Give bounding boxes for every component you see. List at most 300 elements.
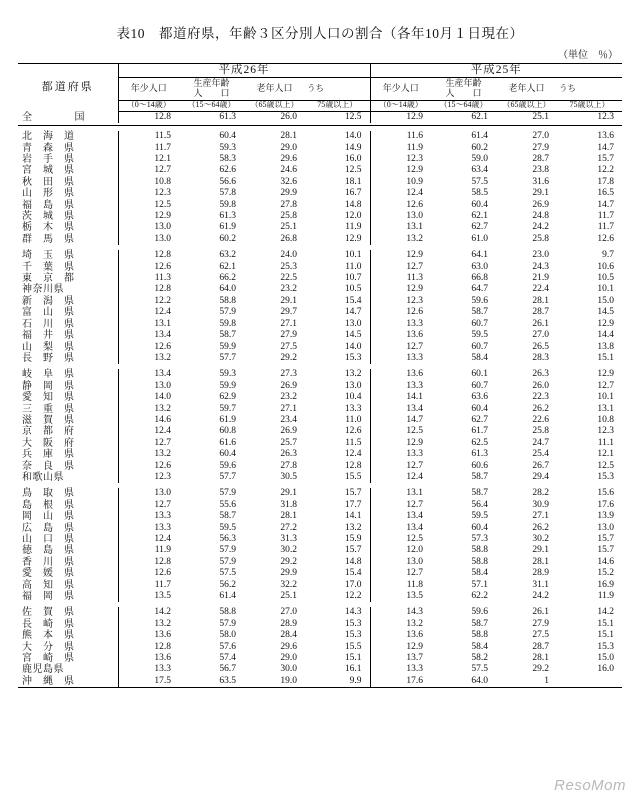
cell-h26-3: 14.8 — [305, 200, 370, 211]
cell-h25-1: 64.1 — [471, 250, 488, 261]
cell-h26-2: 24.6 — [280, 165, 297, 176]
cell-h25-0: 13.3 — [406, 664, 423, 675]
cell-h25-3: 15.0 — [597, 653, 614, 664]
row-prefecture-name: 愛 知 県 — [18, 392, 118, 403]
cell-h25-3: 14.7 — [597, 142, 614, 153]
cell-h25-2: 29.1 — [532, 188, 549, 199]
cell-h25-0: 13.4 — [406, 511, 423, 522]
table-row — [18, 619, 622, 630]
cell-h26-0: 11.9 — [154, 545, 171, 556]
cell-h26-3: 15.9 — [305, 534, 370, 545]
cell-h26-0: 12.3 — [154, 471, 171, 482]
cell-h25-2: 28.2 — [532, 488, 549, 499]
table-row — [18, 200, 622, 211]
cell-h26-2: 23.4 — [280, 414, 297, 425]
cell-h25-1: 60.7 — [471, 341, 488, 352]
cell-h25-1: 61.0 — [471, 233, 488, 244]
cell-h26-2: 25.3 — [280, 261, 297, 272]
cell-h25-0: 13.6 — [406, 630, 423, 641]
cell-h25-3: 17.6 — [597, 499, 614, 510]
cell-h25-3: 15.1 — [597, 630, 614, 641]
cell-h26-2: 27.5 — [280, 341, 297, 352]
cell-h26-3: 18.1 — [305, 177, 370, 188]
cell-h25-2: 26.2 — [532, 403, 549, 414]
cell-h25-1: 58.8 — [471, 545, 488, 556]
cell-h26-0: 13.3 — [154, 511, 171, 522]
row-prefecture-name: 岩 手 県 — [18, 154, 118, 165]
cell-h25-3: 15.6 — [597, 488, 614, 499]
cell-h25-2: 26.1 — [532, 318, 549, 329]
cell-h26-3: 12.6 — [305, 426, 370, 437]
cell-h26-1: 59.3 — [219, 142, 236, 153]
cell-h26-1: 58.3 — [219, 154, 236, 165]
cell-h26-3: 13.2 — [305, 523, 370, 534]
cell-h26-2: 27.1 — [280, 403, 297, 414]
cell-h26-1: 57.7 — [219, 471, 236, 482]
cell-h25-1: 62.7 — [471, 222, 488, 233]
cell-h25-3: 15.7 — [597, 534, 614, 545]
cell-h25-0: 13.4 — [406, 403, 423, 414]
cell-h26-2: 29.2 — [280, 352, 297, 363]
row-prefecture-name: 長 野 県 — [18, 353, 118, 364]
cell-h26-0: 11.5 — [154, 131, 171, 142]
cell-h25-1: 57.5 — [471, 176, 488, 187]
cell-h25-2: 31.1 — [532, 579, 549, 590]
cell-h25-0: 13.3 — [406, 449, 423, 460]
header-year-h25: 平成25年 — [370, 64, 622, 78]
cell-h25-0: 12.9 — [406, 284, 423, 295]
cell-h25-3: 10.8 — [597, 414, 614, 425]
header-young-h25: 年少人口 — [370, 78, 431, 101]
cell-h26-0: 13.4 — [154, 330, 171, 341]
cell-h26-0: 14.0 — [154, 392, 171, 403]
cell-h25-1: 58.7 — [471, 488, 488, 499]
cell-h26-0: 13.2 — [154, 352, 171, 363]
unit-note: （単位 ％） — [558, 50, 618, 61]
row-prefecture-name: 熊 本 県 — [18, 630, 118, 641]
cell-h25-2: 28.1 — [532, 295, 549, 306]
cell-h26-0: 12.3 — [154, 188, 171, 199]
cell-h25-1: 60.4 — [471, 403, 488, 414]
cell-h25-2: 26.2 — [532, 522, 549, 533]
cell-h25-1: 58.7 — [471, 471, 488, 482]
cell-h25-3: 15.7 — [597, 154, 614, 165]
cell-h26-3: 13.0 — [305, 381, 370, 392]
cell-h26-1: 56.7 — [219, 664, 236, 675]
table-row — [18, 273, 622, 284]
header-uchi-label-h26: うち — [307, 83, 325, 94]
cell-h26-1: 58.7 — [219, 330, 236, 341]
row-prefecture-name: 兵 庫 県 — [18, 449, 118, 460]
cell-h26-0: 11.7 — [154, 142, 171, 153]
cell-h26-2: 31.8 — [280, 499, 297, 510]
cell-h25-2: 26.0 — [532, 380, 549, 391]
cell-h26-3: 15.1 — [305, 653, 370, 664]
cell-h25-0: 12.6 — [406, 307, 423, 318]
row-prefecture-name: 宮 城 県 — [18, 165, 118, 176]
cell-h25-2: 28.7 — [532, 307, 549, 318]
cell-h26-3: 9.9 — [305, 676, 370, 688]
cell-h25-2: 26.7 — [532, 460, 549, 471]
row-prefecture-name: 高 知 県 — [18, 580, 118, 591]
row-prefecture-name: 奈 良 県 — [18, 461, 118, 472]
cell-h25-1: 57.1 — [471, 579, 488, 590]
cell-h25-0: 12.0 — [406, 545, 423, 556]
cell-h26-3: 10.1 — [305, 250, 370, 261]
table-row — [18, 642, 622, 653]
cell-h26-3: 12.2 — [305, 591, 370, 602]
cell-h25-0: 12.9 — [406, 250, 423, 261]
cell-h25-0: 12.7 — [406, 568, 423, 579]
cell-h25-3 — [557, 676, 622, 688]
cell-h25-2: 25.8 — [532, 233, 549, 244]
cell-h25-3: 15.7 — [597, 545, 614, 556]
cell-h25-2: 21.9 — [532, 273, 549, 284]
cell-h26-3: 15.3 — [305, 353, 370, 364]
cell-h25-3: 16.0 — [597, 664, 614, 675]
cell-h25-1: 61.4 — [471, 131, 488, 142]
cell-h25-3: 12.9 — [597, 318, 614, 329]
cell-h25-1: 64.7 — [471, 284, 488, 295]
cell-h26-2: 27.2 — [280, 522, 297, 533]
cell-h26-3: 14.0 — [305, 342, 370, 353]
table-row — [18, 664, 622, 675]
cell-h25-3: 10.1 — [597, 392, 614, 403]
cell-h25-3: 12.5 — [597, 460, 614, 471]
cell-h26-3: 15.5 — [305, 642, 370, 653]
cell-h26-3: 13.3 — [305, 404, 370, 415]
cell-h25-0: 12.7 — [406, 499, 423, 510]
cell-h25-2: 23.8 — [532, 165, 549, 176]
cell-h25-2: 24.8 — [532, 211, 549, 222]
cell-h25-3: 9.7 — [602, 250, 614, 261]
table-row — [18, 131, 622, 142]
cell-h26-1: 61.6 — [219, 437, 236, 448]
cell-h26-1: 59.6 — [219, 460, 236, 471]
cell-h25-0: 12.7 — [406, 460, 423, 471]
cell-h25-2: 28.7 — [532, 154, 549, 165]
cell-h25-0: 13.6 — [406, 369, 423, 380]
cell-h26-2: 25.1 — [280, 591, 297, 602]
header-elderly-h25: 老年人口 — [496, 78, 557, 101]
cell-h25-3: 15.3 — [597, 471, 614, 482]
cell-h26-1: 57.4 — [219, 653, 236, 664]
row-prefecture-name: 岡 山 県 — [18, 511, 118, 522]
cell-h25-1: 62.2 — [471, 591, 488, 602]
cell-h26-2: 29.6 — [280, 154, 297, 165]
cell-h25-0: 14.3 — [406, 607, 423, 618]
cell-h26-1: 61.9 — [219, 222, 236, 233]
cell-h26-2: 26.9 — [280, 426, 297, 437]
cell-h25-1: 58.8 — [471, 556, 488, 567]
cell-h26-2: 25.8 — [280, 211, 297, 222]
cell-h26-0: 13.2 — [154, 403, 171, 414]
table-row — [18, 523, 622, 534]
table-row — [18, 262, 622, 273]
cell-h25-2: 24.2 — [532, 222, 549, 233]
cell-h25-2: 31.6 — [532, 176, 549, 187]
table-row — [18, 461, 622, 472]
cell-h25-0: 12.9 — [406, 165, 423, 176]
cell-h25-2: 1 — [544, 675, 549, 686]
cell-h25-3: 14.2 — [597, 607, 614, 618]
table-row — [18, 381, 622, 392]
cell-h26-0: 12.2 — [154, 295, 171, 306]
cell-h25-1: 61.3 — [471, 449, 488, 460]
row-prefecture-name: 鹿児島県 — [18, 664, 118, 675]
cell-h26-3: 16.0 — [305, 154, 370, 165]
header-elderly-range-h25: （65歳以上） — [496, 101, 557, 112]
row-prefecture-name: 神奈川県 — [18, 284, 118, 295]
header-uchi-h26 — [305, 78, 370, 101]
cell-h26-1: 57.5 — [219, 568, 236, 579]
cell-h25-0: 13.7 — [406, 653, 423, 664]
cell-h26-3: 16.7 — [305, 188, 370, 199]
cell-h25-2: 29.2 — [532, 664, 549, 675]
cell-h25-1: 62.1 — [471, 211, 488, 222]
cell-h26-0: 12.9 — [154, 211, 171, 222]
cell-h26-1: 61.3 — [219, 111, 236, 122]
cell-h25-2: 28.1 — [532, 556, 549, 567]
cell-h26-0: 13.2 — [154, 449, 171, 460]
cell-h26-1: 61.3 — [219, 211, 236, 222]
cell-h25-0: 12.3 — [406, 154, 423, 165]
cell-h26-3: 15.5 — [305, 472, 370, 483]
row-prefecture-name: 埼 玉 県 — [18, 250, 118, 261]
row-prefecture-name: 石 川 県 — [18, 319, 118, 330]
row-prefecture-name: 山 口 県 — [18, 534, 118, 545]
cell-h25-3: 13.1 — [597, 403, 614, 414]
cell-h26-0: 11.3 — [154, 273, 171, 284]
cell-h25-3: 13.8 — [597, 341, 614, 352]
cell-h25-2: 27.9 — [532, 142, 549, 153]
cell-h25-2: 27.9 — [532, 618, 549, 629]
cell-h25-2: 26.1 — [532, 607, 549, 618]
cell-h26-2: 29.6 — [280, 641, 297, 652]
cell-h25-3: 11.1 — [597, 437, 614, 448]
cell-h26-2: 32.6 — [280, 176, 297, 187]
cell-h25-3: 15.2 — [597, 568, 614, 579]
cell-h26-2: 24.0 — [280, 250, 297, 261]
cell-h25-3: 12.9 — [597, 369, 614, 380]
row-prefecture-name: 山 形 県 — [18, 188, 118, 199]
cell-h25-1: 58.2 — [471, 653, 488, 664]
table-row — [18, 500, 622, 511]
table-row — [18, 234, 622, 245]
cell-h26-0: 10.8 — [154, 176, 171, 187]
cell-h26-0: 12.8 — [154, 556, 171, 567]
cell-h26-1: 59.8 — [219, 199, 236, 210]
watermark: ResoMom — [554, 777, 626, 794]
table-row — [18, 222, 622, 233]
row-prefecture-name: 沖 縄 県 — [18, 676, 118, 688]
cell-h26-1: 60.8 — [219, 426, 236, 437]
header-uchi-label-h25: うち — [559, 83, 577, 94]
cell-h26-1: 59.7 — [219, 403, 236, 414]
cell-h25-1: 58.7 — [471, 307, 488, 318]
cell-h25-0: 12.5 — [406, 426, 423, 437]
row-prefecture-name: 福 岡 県 — [18, 591, 118, 602]
cell-h25-0: 12.4 — [406, 471, 423, 482]
cell-h26-1: 58.8 — [219, 295, 236, 306]
cell-h26-1: 63.2 — [219, 250, 236, 261]
cell-h26-0: 12.4 — [154, 307, 171, 318]
cell-h26-2: 29.0 — [280, 142, 297, 153]
cell-h25-2: 28.1 — [532, 653, 549, 664]
row-prefecture-name: 山 梨 県 — [18, 342, 118, 353]
row-prefecture-name: 茨 城 県 — [18, 211, 118, 222]
cell-h25-0: 13.2 — [406, 618, 423, 629]
cell-h26-1: 63.5 — [219, 675, 236, 686]
table-row — [18, 557, 622, 568]
cell-h26-2: 26.9 — [280, 380, 297, 391]
cell-h25-0: 12.3 — [406, 295, 423, 306]
cell-h26-3: 14.9 — [305, 143, 370, 154]
cell-h26-1: 57.7 — [219, 352, 236, 363]
cell-h25-3: 17.8 — [597, 176, 614, 187]
table-row — [18, 284, 622, 295]
cell-h25-1: 57.5 — [471, 664, 488, 675]
row-prefecture-name: 全 国 — [18, 111, 118, 123]
cell-h25-3: 12.3 — [597, 111, 614, 122]
cell-h25-3: 12.2 — [597, 165, 614, 176]
cell-h25-2: 23.0 — [532, 250, 549, 261]
table-row — [18, 353, 622, 364]
cell-h26-1: 62.9 — [219, 392, 236, 403]
cell-h25-2: 26.3 — [532, 369, 549, 380]
cell-h26-1: 59.9 — [219, 380, 236, 391]
table-row — [18, 630, 622, 641]
header-uchi-range-h25: 75歳以上） — [557, 101, 622, 112]
cell-h26-2: 27.0 — [280, 607, 297, 618]
header-young-h26: 年少人口 — [118, 78, 179, 101]
table-body — [18, 111, 622, 688]
cell-h25-1: 59.5 — [471, 511, 488, 522]
cell-h26-3: 12.4 — [305, 449, 370, 460]
table-row — [18, 392, 622, 403]
cell-h26-3: 14.8 — [305, 557, 370, 568]
cell-h26-3: 14.7 — [305, 307, 370, 318]
cell-h26-2: 30.0 — [280, 664, 297, 675]
cell-h26-3: 17.7 — [305, 500, 370, 511]
row-prefecture-name: 静 岡 県 — [18, 381, 118, 392]
cell-h26-0: 13.1 — [154, 318, 171, 329]
cell-h26-1: 57.6 — [219, 641, 236, 652]
row-prefecture-name: 福 井 県 — [18, 330, 118, 341]
cell-h26-0: 13.5 — [154, 591, 171, 602]
cell-h26-2: 30.5 — [280, 471, 297, 482]
cell-h26-1: 58.0 — [219, 630, 236, 641]
row-prefecture-name: 香 川 県 — [18, 557, 118, 568]
cell-h26-1: 56.6 — [219, 176, 236, 187]
header-working-range-h26: （15〜64歳） — [179, 101, 244, 112]
cell-h26-0: 13.0 — [154, 488, 171, 499]
cell-h26-3: 10.7 — [305, 273, 370, 284]
cell-h25-3: 10.6 — [597, 261, 614, 272]
cell-h26-2: 26.3 — [280, 449, 297, 460]
cell-h26-2: 25.7 — [280, 437, 297, 448]
cell-h25-1: 60.1 — [471, 369, 488, 380]
row-prefecture-name: 宮 崎 県 — [18, 653, 118, 664]
cell-h26-0: 12.7 — [154, 499, 171, 510]
cell-h25-1: 58.4 — [471, 568, 488, 579]
cell-h25-3: 12.6 — [597, 233, 614, 244]
cell-h25-1: 61.7 — [471, 426, 488, 437]
table-row — [18, 369, 622, 380]
row-prefecture-name: 東 京 都 — [18, 273, 118, 284]
cell-h26-1: 64.0 — [219, 284, 236, 295]
cell-h26-1: 62.6 — [219, 165, 236, 176]
cell-h25-1: 58.7 — [471, 618, 488, 629]
cell-h26-1: 59.8 — [219, 318, 236, 329]
cell-h25-1: 58.4 — [471, 352, 488, 363]
cell-h26-2: 27.9 — [280, 330, 297, 341]
cell-h26-0: 13.3 — [154, 664, 171, 675]
cell-h25-3: 16.9 — [597, 579, 614, 590]
cell-h25-2: 28.7 — [532, 641, 549, 652]
cell-h26-2: 30.2 — [280, 545, 297, 556]
cell-h25-2: 26.9 — [532, 199, 549, 210]
table-row — [18, 211, 622, 222]
row-prefecture-name: 鳥 取 県 — [18, 488, 118, 499]
cell-h26-2: 27.8 — [280, 199, 297, 210]
header-working-h25: 生産年齢 人 口 — [431, 78, 496, 101]
cell-h25-1: 60.7 — [471, 380, 488, 391]
row-prefecture-name: 新 潟 県 — [18, 296, 118, 307]
cell-h26-0: 12.6 — [154, 460, 171, 471]
cell-h26-3: 15.7 — [305, 488, 370, 499]
cell-h25-3: 15.0 — [597, 295, 614, 306]
table-row — [18, 676, 622, 688]
cell-h26-0: 12.7 — [154, 437, 171, 448]
cell-h25-1: 59.0 — [471, 154, 488, 165]
row-prefecture-name: 北 海 道 — [18, 131, 118, 142]
cell-h25-0: 13.3 — [406, 318, 423, 329]
table-row — [18, 545, 622, 556]
table-row — [18, 319, 622, 330]
cell-h25-2: 29.4 — [532, 471, 549, 482]
header-young-range-h25: （0〜14歳） — [370, 101, 431, 112]
cell-h25-0: 13.2 — [406, 233, 423, 244]
cell-h26-3: 15.3 — [305, 619, 370, 630]
row-prefecture-name: 群 馬 県 — [18, 234, 118, 245]
cell-h25-1: 62.1 — [471, 111, 488, 122]
row-prefecture-name: 佐 賀 県 — [18, 607, 118, 618]
cell-h25-0: 13.0 — [406, 556, 423, 567]
cell-h25-2: 27.1 — [532, 511, 549, 522]
cell-h26-1: 57.9 — [219, 488, 236, 499]
table-row — [18, 404, 622, 415]
cell-h26-2: 23.2 — [280, 392, 297, 403]
header-year-h26: 平成26年 — [118, 64, 370, 78]
cell-h25-0: 12.9 — [406, 437, 423, 448]
table-row — [18, 330, 622, 341]
cell-h26-2: 28.9 — [280, 618, 297, 629]
cell-h26-3: 12.9 — [305, 234, 370, 245]
cell-h25-3: 11.7 — [597, 211, 614, 222]
row-prefecture-name: 広 島 県 — [18, 523, 118, 534]
cell-h26-3: 13.2 — [305, 369, 370, 380]
cell-h26-3: 11.9 — [305, 222, 370, 233]
cell-h26-3: 12.5 — [305, 165, 370, 176]
cell-h26-1: 57.9 — [219, 618, 236, 629]
cell-h26-1: 60.2 — [219, 233, 236, 244]
header-elderly-range-h26: （65歳以上） — [244, 101, 305, 112]
page-title: 表10 都道府県，年齢３区分別人口の割合（各年10月１日現在） — [116, 26, 524, 41]
row-prefecture-name: 和歌山県 — [18, 472, 118, 483]
cell-h25-1: 58.5 — [471, 188, 488, 199]
row-prefecture-name: 三 重 県 — [18, 404, 118, 415]
